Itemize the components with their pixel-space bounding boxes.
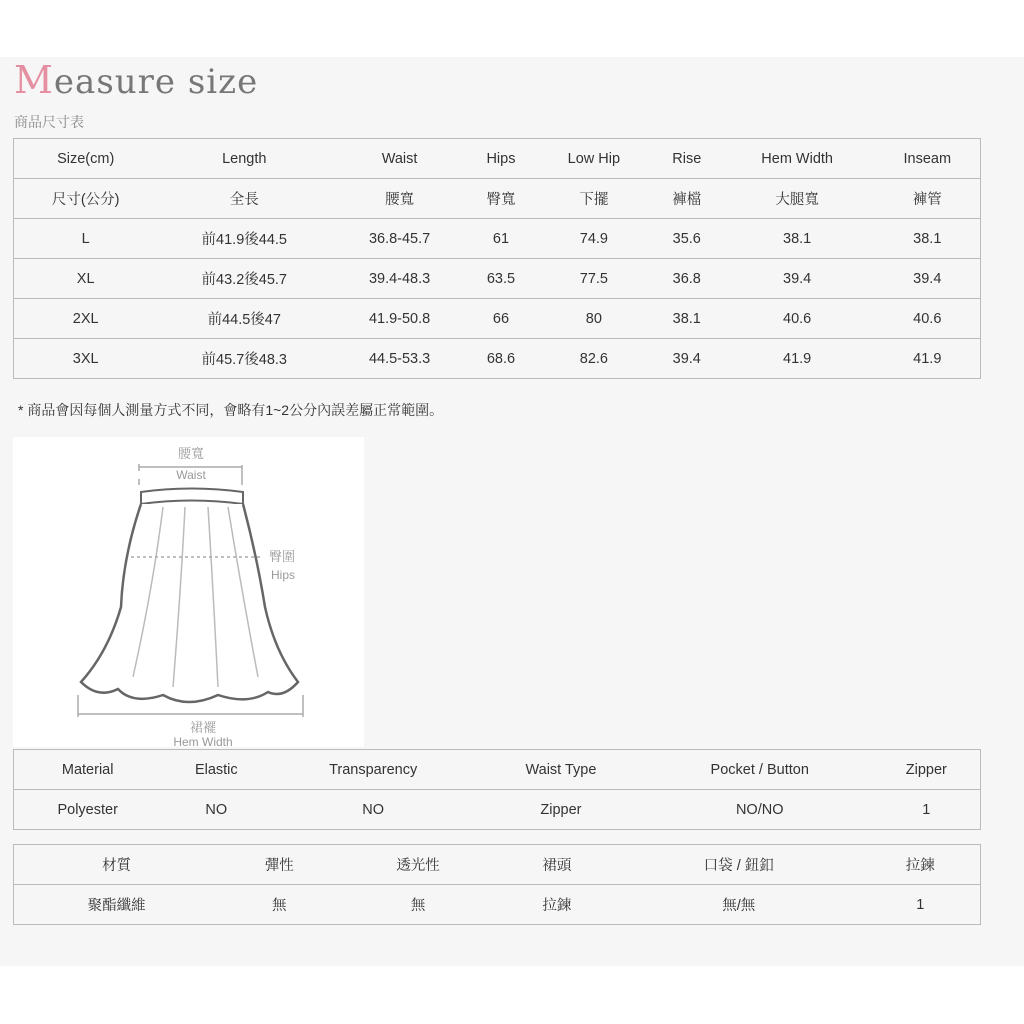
hem-en-label: Hem Width [173,735,233,747]
table-cell: NO/NO [647,790,873,830]
table-cell: 聚酯纖維 [14,885,220,925]
table-cell: 無 [339,885,497,925]
table-cell: 36.8 [654,259,720,299]
table-header-cell: Low Hip [534,139,654,179]
material-table [13,749,981,830]
table-header-cell: Material [14,750,162,790]
table-cell: 3XL [14,339,158,379]
waist-zh-label: 腰寬 [177,446,205,461]
page-title: Measure size [14,58,259,102]
hem-zh-label: 裙襬 [189,720,217,735]
table-cell: 68.6 [468,339,534,379]
table-cell: 前41.9後44.5 [157,219,331,259]
table-cell: 39.4 [720,259,875,299]
table-header-cell: 裙頭 [497,845,617,885]
table-cell: 61 [468,219,534,259]
table-header-cell: 拉鍊 [861,845,981,885]
table-cell: NO [271,790,475,830]
size-header-en-row [14,139,981,179]
table-row [14,885,981,925]
table-row [14,259,981,299]
table-header-cell: 透光性 [339,845,497,885]
table-cell: 35.6 [654,219,720,259]
table-cell: NO [161,790,271,830]
table-cell: 74.9 [534,219,654,259]
table-cell: L [14,219,158,259]
table-cell: 36.8-45.7 [331,219,468,259]
table-cell: 63.5 [468,259,534,299]
table-cell: 41.9 [875,339,981,379]
table-cell: 66 [468,299,534,339]
table-header-cell: 口袋 / 鈕釦 [617,845,861,885]
table-header-cell: 褲檔 [654,179,720,219]
table-header-cell: 全長 [157,179,331,219]
table-cell: 41.9 [720,339,875,379]
table-row [14,219,981,259]
table-header-cell: Waist [331,139,468,179]
table-cell: 39.4-48.3 [331,259,468,299]
table-header-cell: 臀寬 [468,179,534,219]
table-cell: 無/無 [617,885,861,925]
table-header-cell: 褲管 [875,179,981,219]
table-cell: 39.4 [654,339,720,379]
table-cell: 38.1 [654,299,720,339]
skirt-illustration [13,437,364,747]
table-cell: 2XL [14,299,158,339]
size-table [13,138,981,379]
table-header-cell: Zipper [873,750,981,790]
table-header-cell: 尺寸(公分) [14,179,158,219]
skirt-diagram [13,437,364,747]
table-header-cell: 大腿寬 [720,179,875,219]
table-cell: 前45.7後48.3 [157,339,331,379]
table-header-cell: Hem Width [720,139,875,179]
hips-en-label: Hips [271,568,296,582]
table-cell: 80 [534,299,654,339]
table-cell: 前43.2後45.7 [157,259,331,299]
table-cell: 無 [219,885,339,925]
table-cell: 前44.5後47 [157,299,331,339]
material-header-row [14,750,981,790]
table-cell: 39.4 [875,259,981,299]
table-header-cell: 腰寬 [331,179,468,219]
table-cell: 40.6 [720,299,875,339]
table-header-cell: Hips [468,139,534,179]
table-header-cell: Inseam [875,139,981,179]
table-header-cell: 下擺 [534,179,654,219]
table-row [14,299,981,339]
hips-zh-label: 臀圍 [269,549,296,564]
table-header-cell: Pocket / Button [647,750,873,790]
size-header-zh-row [14,179,981,219]
table-header-cell: Elastic [161,750,271,790]
table-cell: 77.5 [534,259,654,299]
material-zh-header-row [14,845,981,885]
table-row [14,790,981,830]
table-cell: 1 [861,885,981,925]
table-header-cell: 彈性 [219,845,339,885]
page-subtitle: 商品尺寸表 [14,114,84,130]
waist-en-label: Waist [176,468,206,482]
table-cell: 1 [873,790,981,830]
table-header-cell: Rise [654,139,720,179]
material-zh-table [13,844,981,925]
table-cell: 38.1 [875,219,981,259]
table-header-cell: Length [157,139,331,179]
table-header-cell: Waist Type [475,750,647,790]
table-header-cell: 材質 [14,845,220,885]
table-row [14,339,981,379]
table-cell: 40.6 [875,299,981,339]
table-cell: Zipper [475,790,647,830]
table-cell: 拉鍊 [497,885,617,925]
table-cell: 82.6 [534,339,654,379]
measurement-note: * 商品會因每個人測量方式不同，會略有1~2公分內誤差屬正常範圍。 [18,402,444,418]
table-header-cell: Size(cm) [14,139,158,179]
table-cell: XL [14,259,158,299]
table-cell: 41.9-50.8 [331,299,468,339]
table-cell: 38.1 [720,219,875,259]
table-header-cell: Transparency [271,750,475,790]
table-cell: 44.5-53.3 [331,339,468,379]
table-cell: Polyester [14,790,162,830]
